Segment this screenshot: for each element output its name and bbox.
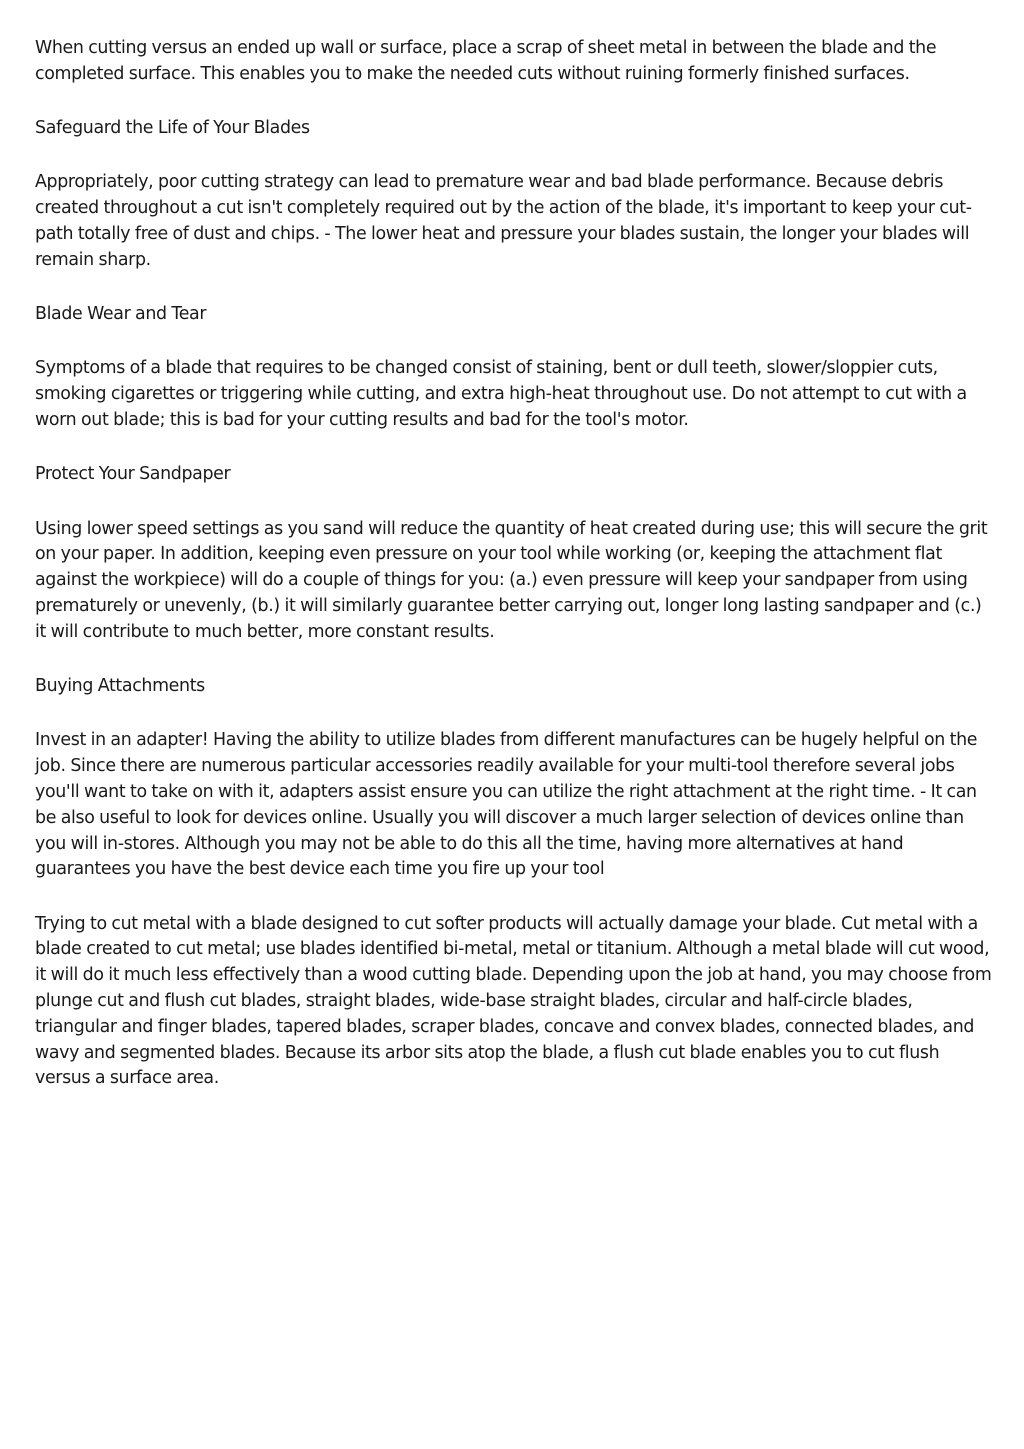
paragraph-sanding-speed: Using lower speed settings as you sand will reduce the quantity of heat created during use; this will secure the grit on your paper. In addition, keeping even pressure on your tool while working (or, keeping the attachment flat against the workpiece) will do a couple of things for you: (a.) even pressure will keep your sandpaper from using prematurely or unevenly, (b.) it will similarly guarantee better carrying out, longer long lasting sandpaper and (c.) it will contribute to much better, more constant results. [35, 518, 988, 642]
heading-protect-sandpaper: Protect Your Sandpaper [35, 464, 231, 485]
heading-buying-attachments: Buying Attachments [35, 676, 205, 697]
heading-safeguard-blades: Safeguard the Life of Your Blades [35, 118, 310, 139]
paragraph-cutting-strategy: Appropriately, poor cutting strategy can lead to premature wear and bad blade performance. Because debris created throughout a cut isn't completely required out by the action of the blade, it's important to keep your cut-path totally free of dust and chips. - The lower heat and pressure your blades sustain, the longer your blades will remain sharp. [35, 172, 972, 270]
document-body [35, 36, 995, 1121]
paragraph-blade-symptoms: Symptoms of a blade that requires to be changed consist of staining, bent or dull teeth, slower/sloppier cuts, smoking cigarettes or triggering while cutting, and extra high-heat throughout use. Do not attempt to cut with a worn out blade; this is bad for your cutting results and bad for the tool's motor. [35, 358, 967, 430]
paragraph-metal-blades: Trying to cut metal with a blade designed to cut softer products will actually damage your blade. Cut metal with a blade created to cut metal; use blades identified bi-metal, metal or titanium. Although a metal blade will cut wood, it will do it much less effectively than a wood cutting blade. Depending upon the job at hand, you may choose from plunge cut and flush cut blades, straight blades, wide-base straight blades, circular and half-circle blades, triangular and finger blades, tapered blades, scraper blades, concave and convex blades, connected blades, and wavy and segmented blades. Because its arbor sits atop the blade, a flush cut blade enables you to cut flush versus a surface area. [35, 913, 992, 1089]
paragraph-sheet-metal: When cutting versus an ended up wall or surface, place a scrap of sheet metal in between the blade and the completed surface. This enables you to make the needed cuts without ruining formerly finished surfaces. [35, 38, 937, 84]
paragraph-adapter: Invest in an adapter! Having the ability to utilize blades from different manufactures can be hugely helpful on the job. Since there are numerous particular accessories readily available for your multi-tool therefore several jobs you'll want to take on with it, adapters assist ensure you can utilize the right attachment at the right time. - It can be also useful to look for devices online. Usually you will discover a much larger selection of devices online than you will in-stores. Although you may not be able to do this all the time, having more alternatives at hand guarantees you have the best device each time you fire up your tool [35, 730, 978, 880]
heading-blade-wear: Blade Wear and Tear [35, 304, 207, 325]
